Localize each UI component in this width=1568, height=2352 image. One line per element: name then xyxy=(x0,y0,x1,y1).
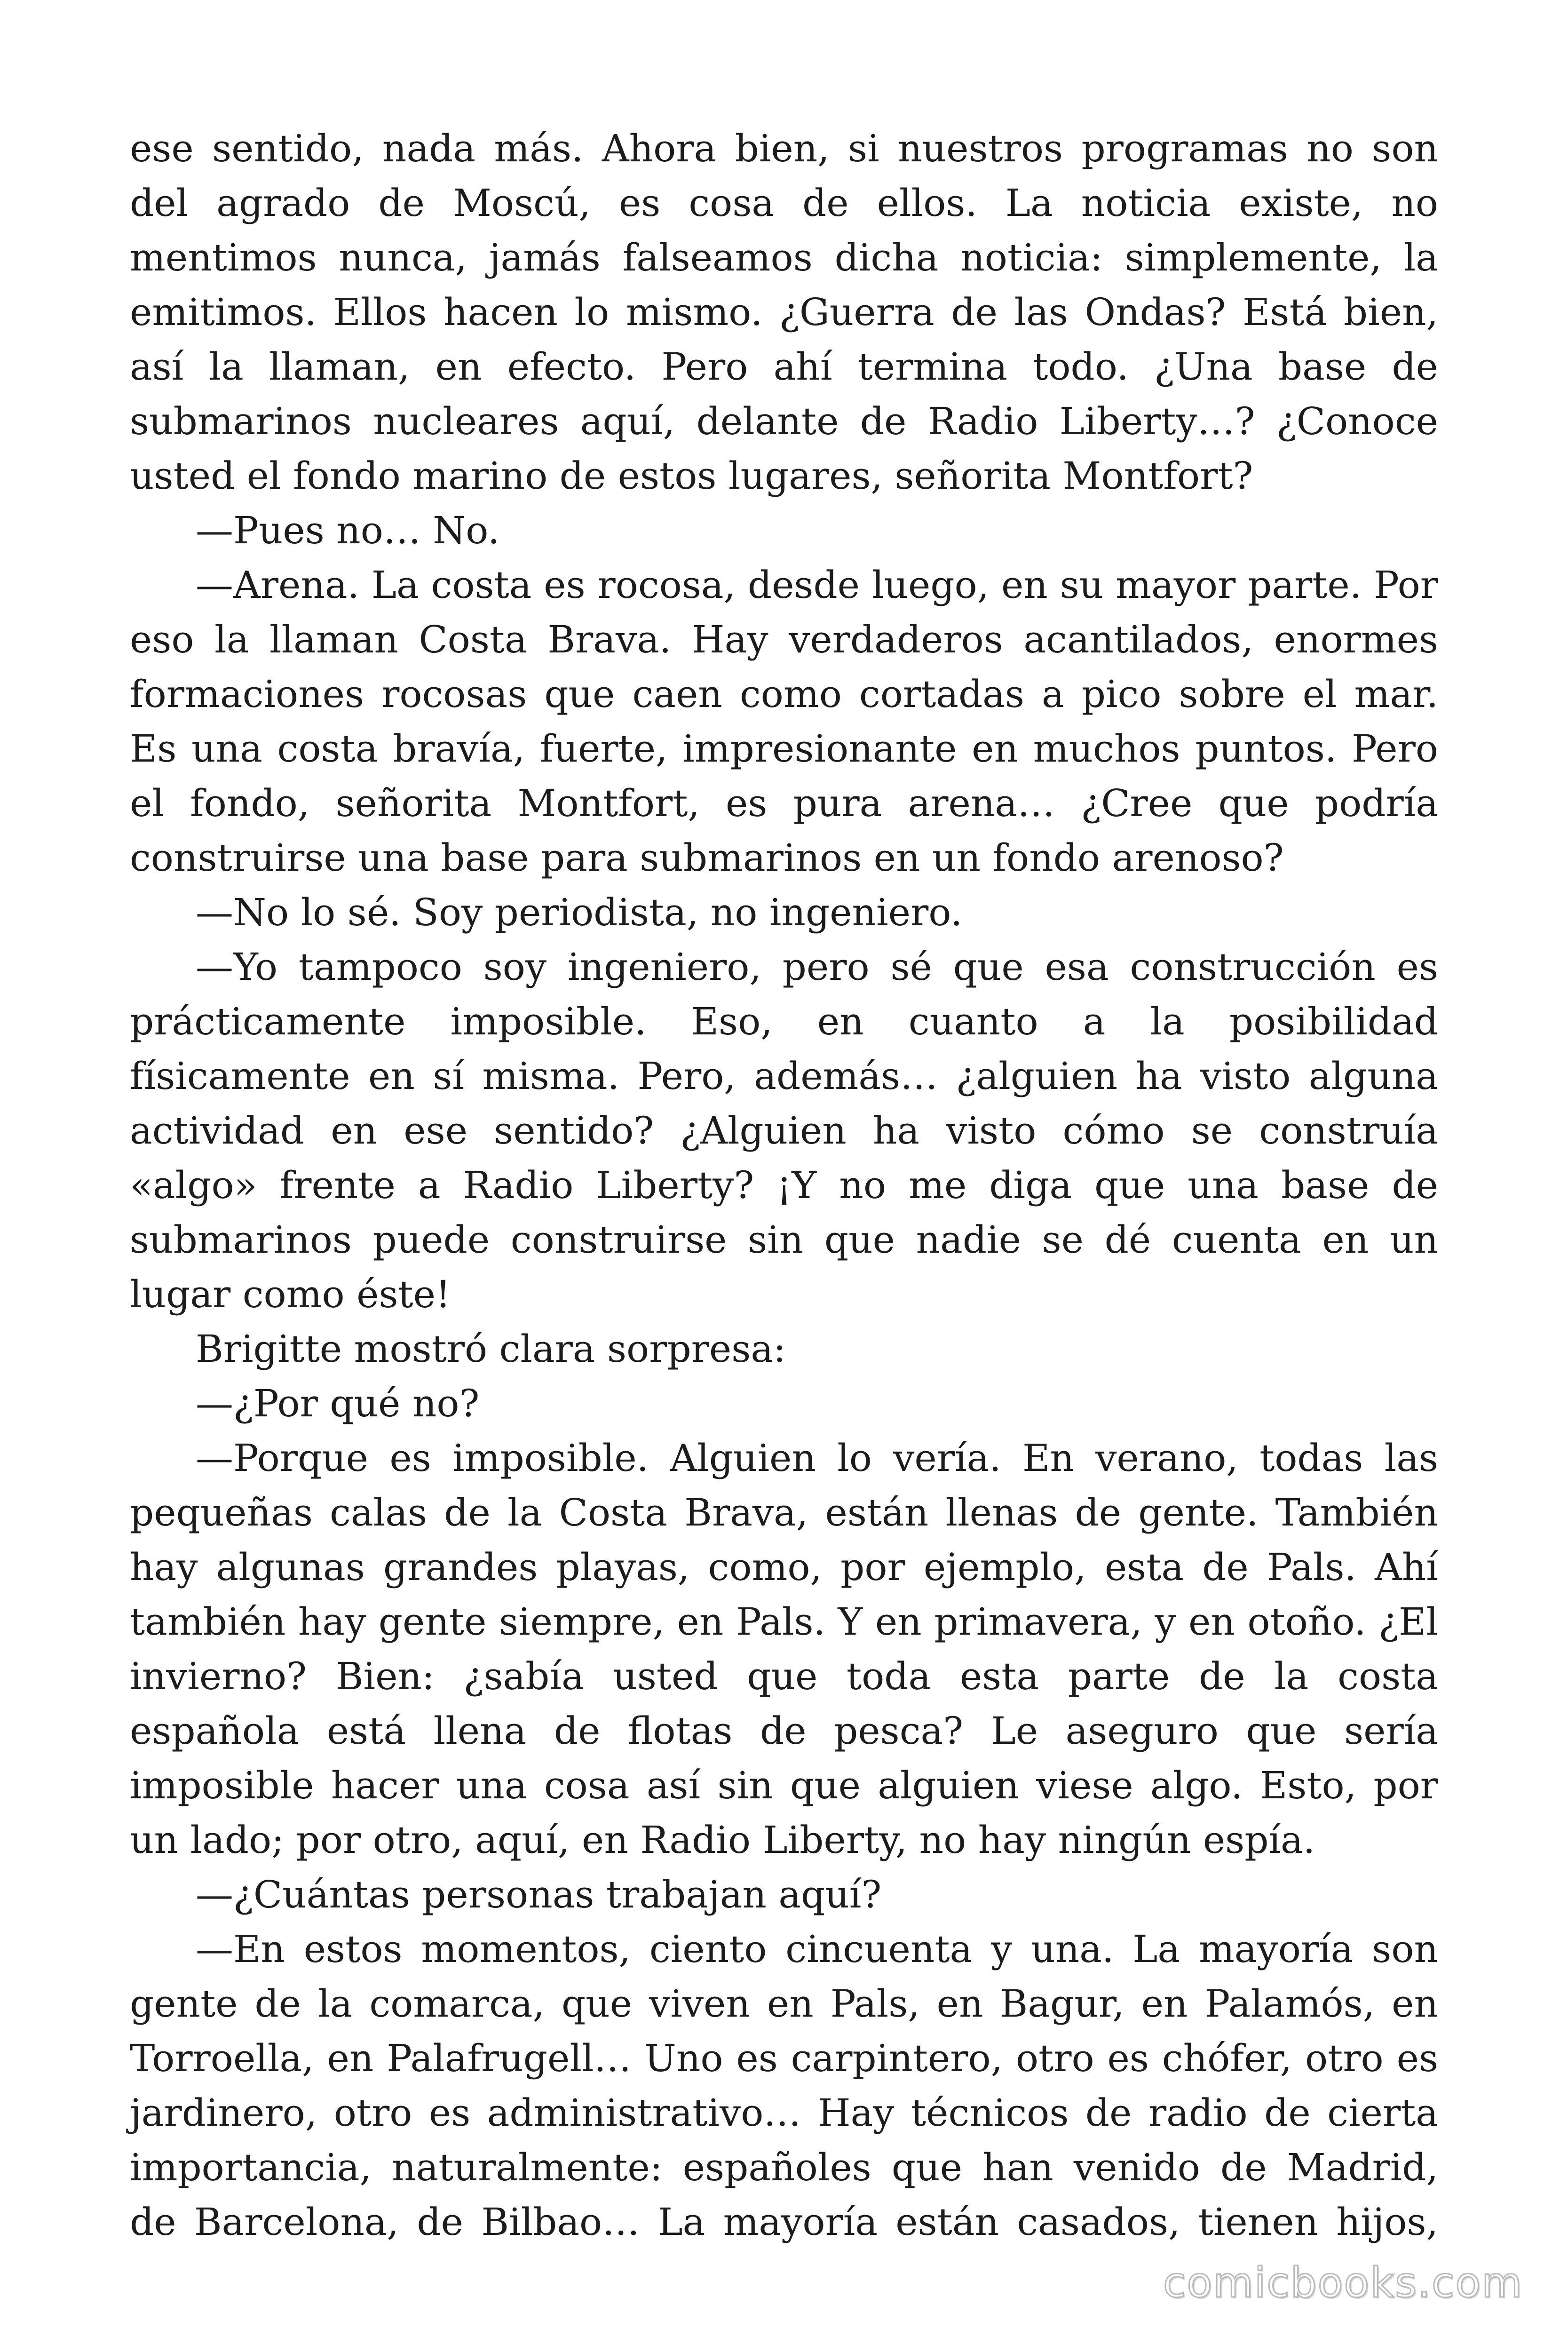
paragraph-5: —Yo tampoco soy ingeniero, pero sé que esa construcción es prácticamente imposible. Eso, en cuanto a la posibilidad físicamente en sí misma. Pero, además… ¿alguien ha visto alguna actividad en ese sentido? ¿Alguien ha visto cómo se construía «algo» frente a Radio Liberty? ¡Y no me diga que una base de submarinos puede construirse sin que nadie se dé cuenta en un lugar como éste! xyxy=(130,945,1438,1316)
paragraph-6: Brigitte mostró clara sorpresa: xyxy=(196,1327,786,1371)
paragraph-7: —¿Por qué no? xyxy=(196,1382,480,1425)
paragraph-4: —No lo sé. Soy periodista, no ingeniero. xyxy=(196,890,963,934)
paragraph-2: —Pues no… No. xyxy=(196,509,500,552)
paragraph-8: —Porque es imposible. Alguien lo vería. En verano, todas las pequeñas calas de la Costa Brava, están llenas de gente. También hay algunas grandes playas, como, por ejemplo, esta de Pals. Ahí también hay gente siempre, en Pals. Y en primavera, y en otoño. ¿El invierno? Bien: ¿sabía usted que toda esta parte de la costa española está llena de flotas de pesca? Le aseguro que sería imposible hacer una cosa así sin que alguien viese algo. Esto, por un lado; por otro, aquí, en Radio Liberty, no hay ningún espía. xyxy=(130,1436,1438,1862)
book-page xyxy=(130,121,1438,2249)
paragraph-9: —¿Cuántas personas trabajan aquí? xyxy=(196,1873,882,1916)
paragraph-1: ese sentido, nada más. Ahora bien, si nuestros programas no son del agrado de Moscú, es cosa de ellos. La noticia existe, no mentimos nunca, jamás falseamos dicha noticia: simplemente, la emitimos. Ellos hacen lo mismo. ¿Guerra de las Ondas? Está bien, así la llaman, en efecto. Pero ahí termina todo. ¿Una base de submarinos nucleares aquí, delante de Radio Liberty…? ¿Conoce usted el fondo marino de estos lugares, señorita Montfort? xyxy=(130,127,1438,498)
paragraph-3: —Arena. La costa es rocosa, desde luego, en su mayor parte. Por eso la llaman Costa Brava. Hay verdaderos acantilados, enormes formaciones rocosas que caen como cortadas a pico sobre el mar. Es una costa bravía, fuerte, impresionante en muchos puntos. Pero el fondo, señorita Montfort, es pura arena… ¿Cree que podría construirse una base para submarinos en un fondo arenoso? xyxy=(130,563,1438,880)
paragraph-10: —En estos momentos, ciento cincuenta y una. La mayoría son gente de la comarca, que viven en Pals, en Bagur, en Palamós, en Torroella, en Palafrugell… Uno es carpintero, otro es chófer, otro es jardinero, otro es administrativo… Hay técnicos de radio de cierta importancia, naturalmente: españoles que han venido de Madrid, de Barcelona, de Bilbao… La mayoría están casados, tienen hijos, xyxy=(130,1927,1438,2244)
watermark: comicbooks.com xyxy=(1163,2258,1523,2307)
